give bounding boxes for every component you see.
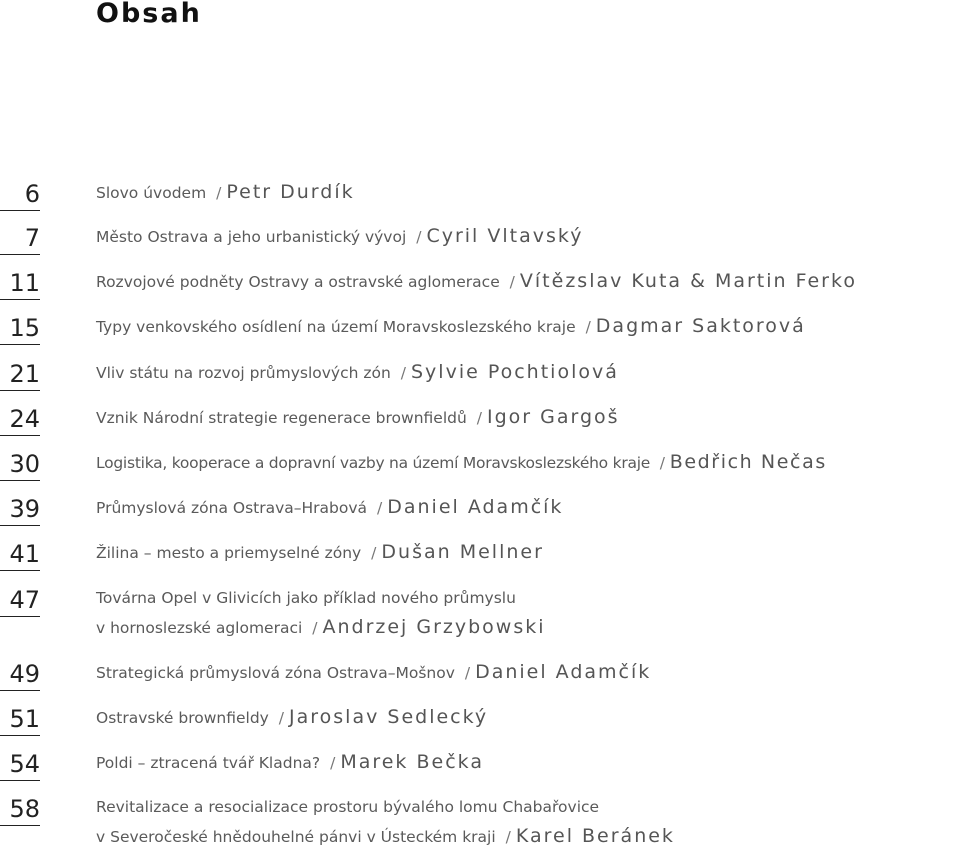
separator-slash: / (464, 664, 471, 682)
page-number: 21 (9, 360, 40, 388)
page-number: 47 (9, 586, 40, 614)
entry-text (96, 584, 960, 643)
entry-title-line (96, 448, 960, 478)
entry-title: Průmyslová zóna Ostrava–Hrabová (96, 499, 368, 517)
entry-author: Bedřich Nečas (669, 451, 827, 473)
entry-author: Andrzej Grzybowski (322, 616, 546, 638)
entry-text (96, 793, 960, 852)
page-number-underline (0, 390, 40, 391)
entry-author: Jaroslav Sedlecký (289, 706, 489, 728)
entry-author: Marek Bečka (340, 751, 484, 773)
entry-text (96, 493, 960, 523)
entry-text (96, 538, 960, 568)
page-number-underline (0, 210, 40, 211)
page-number-underline (0, 735, 40, 736)
entry-title: v hornoslezské aglomeraci (96, 619, 303, 637)
page-number: 30 (9, 450, 40, 478)
separator-slash: / (216, 184, 222, 202)
entry-text (96, 703, 960, 733)
entry-title: Ostravské brownfieldy (96, 709, 269, 727)
page-number-underline (0, 525, 40, 526)
page-number-underline (0, 344, 40, 345)
page-number: 54 (9, 750, 40, 778)
page-title: Obsah (96, 0, 202, 29)
entry-title-line (96, 222, 960, 252)
page-number-underline (0, 570, 40, 571)
page-number: 6 (24, 180, 40, 208)
entry-title-line (96, 613, 960, 643)
entry-author: Dušan Mellner (381, 541, 544, 563)
page-number-underline (0, 780, 40, 781)
entry-text (96, 403, 960, 433)
page-number: 39 (9, 495, 40, 523)
entry-text (96, 658, 960, 688)
page-number-underline (0, 254, 40, 255)
separator-slash: / (400, 364, 406, 382)
entry-title-line (96, 793, 960, 822)
entry-author: Petr Durdík (226, 181, 355, 203)
page-number: 24 (9, 405, 40, 433)
entry-title-line (96, 493, 960, 523)
entry-author: Daniel Adamčík (387, 496, 564, 518)
entry-text (96, 748, 960, 778)
entry-title: Logistika, kooperace a dopravní vazby na území Moravskoslezského kraje (96, 454, 651, 472)
entry-title-line (96, 538, 960, 568)
entry-title-line (96, 403, 960, 433)
separator-slash: / (376, 499, 383, 517)
page-number: 58 (9, 795, 40, 823)
entry-title: Vznik Národní strategie regenerace brownfieldů (96, 409, 467, 427)
page-number: 7 (24, 224, 40, 252)
entry-author: Vítězslav Kuta & Martin Ferko (519, 270, 857, 292)
entry-title: Žilina – mesto a priemyselné zóny (96, 544, 362, 562)
entry-title: Vliv státu na rozvoj průmyslových zón (96, 364, 391, 382)
separator-slash: / (312, 619, 318, 637)
entry-title-line (96, 822, 960, 852)
entry-title-line (96, 312, 960, 342)
separator-slash: / (416, 228, 422, 246)
entry-author: Sylvie Pochtiolová (411, 361, 619, 383)
page-number-underline (0, 690, 40, 691)
page-number: 15 (9, 314, 40, 342)
entry-author: Karel Beránek (515, 825, 675, 847)
page-number-underline (0, 480, 40, 481)
page-number-underline (0, 616, 40, 617)
page-number-underline (0, 299, 40, 300)
separator-slash: / (659, 454, 665, 472)
entry-title: Poldi – ztracená tvář Kladna? (96, 754, 321, 772)
page-number-underline (0, 435, 40, 436)
entry-author: Igor Gargoš (486, 406, 620, 428)
page-number: 11 (9, 269, 40, 297)
separator-slash: / (505, 828, 511, 846)
entry-title: Strategická průmyslová zóna Ostrava–Mošnov (96, 664, 455, 682)
page-number-underline (0, 825, 40, 826)
entry-title-line (96, 358, 960, 388)
entry-title: Slovo úvodem (96, 184, 207, 202)
entry-title: Město Ostrava a jeho urbanistický vývoj (96, 228, 407, 246)
entry-title-line (96, 658, 960, 688)
separator-slash: / (278, 709, 285, 727)
entry-author: Dagmar Saktorová (595, 315, 806, 337)
separator-slash: / (371, 544, 377, 562)
page-number: 41 (9, 540, 40, 568)
entry-text (96, 448, 960, 478)
entry-title-line (96, 703, 960, 733)
entry-title: Továrna Opel v Glivicích jako příklad nového průmyslu (96, 589, 516, 607)
entry-text (96, 178, 960, 208)
entry-author: Cyril Vltavský (426, 225, 584, 247)
entry-title-line (96, 748, 960, 778)
entry-title: v Severočeské hnědouhelné pánvi v Ústeckém kraji (96, 828, 496, 846)
separator-slash: / (476, 409, 482, 427)
entry-author: Daniel Adamčík (475, 661, 652, 683)
entry-text (96, 267, 960, 297)
entry-title: Typy venkovského osídlení na území Moravskoslezského kraje (96, 318, 576, 336)
entry-title: Revitalizace a resocializace prostoru bývalého lomu Chabařovice (96, 798, 600, 816)
entry-title: Rozvojové podněty Ostravy a ostravské aglomerace (96, 273, 500, 291)
entry-title-line (96, 178, 960, 208)
page-number: 51 (9, 705, 40, 733)
separator-slash: / (330, 754, 336, 772)
entry-text (96, 312, 960, 342)
separator-slash: / (585, 318, 591, 336)
entry-title-line (96, 267, 960, 297)
entry-text (96, 222, 960, 252)
entry-title-line (96, 584, 960, 613)
separator-slash: / (509, 273, 515, 291)
entry-text (96, 358, 960, 388)
page-number: 49 (9, 660, 40, 688)
